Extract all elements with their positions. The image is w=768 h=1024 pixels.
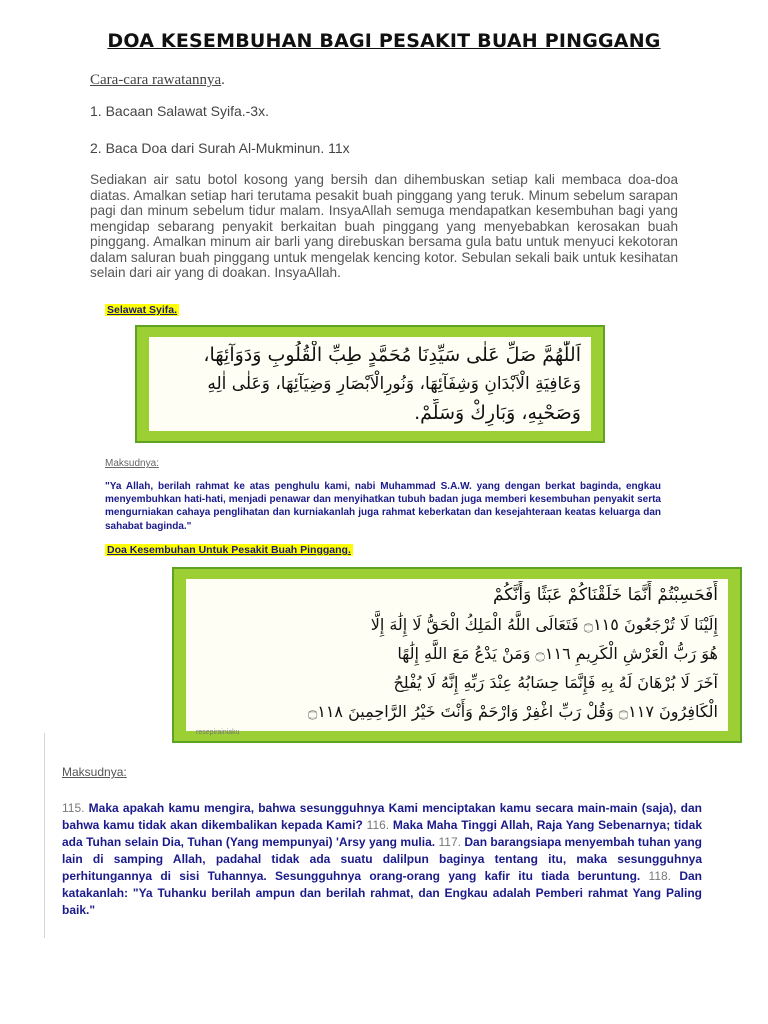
doa-line-1: أَفَحَسِبْتُمْ أَنَّمَا خَلَقْنَاكُمْ عَبَثًا وَأَنَّكُمْ xyxy=(492,585,718,605)
verse-number-115: 115. xyxy=(62,801,85,815)
divider-line xyxy=(44,733,45,938)
treatment-subtitle xyxy=(90,72,225,89)
salawat-line-1: اَللّٰهُمَّ صَلِّ عَلٰى سَيِّدِنَا مُحَمَّدٍ طِبِّ الْقُلُوبِ وَدَوَآئِهَا، xyxy=(203,344,581,366)
salawat-frame xyxy=(135,325,605,443)
salawat-meaning: "Ya Allah, berilah rahmat ke atas penghulu kami, nabi Muhammad S.A.W. yang dengan berkat baginda, engkau menyembuhkan hati-hati, menjadi penawar dan menyihatkan tubuh badan juga memberi kesembuhan penyakit serta mengurniakan cahaya penglihatan dan kurniakanlah juga rahmat keberkatan dan kesejahteraan keatas keluarga dan sahabat baginda." xyxy=(105,481,661,532)
salawat-line-2: وَعَافِيَةِ الْاَبْدَانِ وَشِفَآئِهَا، وَنُورِالْاَبْصَارِ وَضِيَآئِهَا، وَعَلٰى اٰلِهِ xyxy=(207,374,581,394)
verse-number-116: 116. xyxy=(366,818,390,832)
salawat-maksud-label: Maksudnya: xyxy=(105,458,159,469)
doa-watermark: resepirainiaku xyxy=(196,729,240,736)
step-1: 1. Bacaan Salawat Syifa.-3x. xyxy=(90,103,269,119)
instruction-paragraph: Sediakan air satu botol kosong yang bersih dan dihembuskan setiap kali membaca doa-doa diatas. Amalkan setiap hari terutama pesakit buah pinggang yang teruk. Minum sebelum sarapan pagi dan minum sebelum tidur malam. InsyaAllah semuga mendapatkan kesembuhan bagi yang mengidap sebarang penyakit berkaitan buah pinggang yang menyebabkan kerosakan buah pinggang. Amalkan minum air barli yang direbuskan bersama gula batu untuk menyuci kekotoran dalam saluran buah pinggang untuk mengelak kencing kotor. Sebulan sekali baik untuk kesihatan selain dari air yang di doakan. InsyaAllah. xyxy=(90,172,678,280)
subtitle-period: . xyxy=(221,72,225,88)
verse-text-118: Dan katakanlah: "Ya Tuhanku berilah ampun dan berilah rahmat, dan Engkau adalah Pemberi rahmat Yang Paling baik." xyxy=(62,869,702,917)
doa-maksud-colon: : xyxy=(123,765,127,779)
verse-number-118: 118. xyxy=(648,869,672,883)
salawat-line-3: وَصَحْبِهِ، وَبَارِكْ وَسَلِّمْ. xyxy=(414,402,581,424)
doa-line-3: هُوَ رَبُّ الْعَرْشِ الْكَرِيمِ ۝١١٦ وَمَنْ يَدْعُ مَعَ اللَّهِ إِلَٰهًا xyxy=(397,644,718,663)
doa-frame xyxy=(172,567,742,743)
doa-maksud-text: Maksudnya xyxy=(62,765,124,779)
doa-line-4: آخَرَ لَا بُرْهَانَ لَهُ بِهِ فَإِنَّمَا حِسَابُهُ عِنْدَ رَبِّهِ إِنَّهُ لَا يُفْلِحُ xyxy=(393,673,718,692)
doa-maksud-label xyxy=(62,765,127,779)
doa-meaning xyxy=(62,800,702,919)
salawat-maksud-text: Maksudnya xyxy=(105,458,157,469)
doa-text-box xyxy=(186,579,728,731)
treatment-subtitle-text: Cara-cara rawatannya xyxy=(90,72,222,88)
salawat-text-box xyxy=(149,337,591,431)
step-2: 2. Baca Doa dari Surah Al-Mukminun. 11x xyxy=(90,140,350,156)
verse-number-117: 117. xyxy=(438,835,461,849)
doa-label: Doa Kesembuhan Untuk Pesakit Buah Pinggang. xyxy=(107,544,351,556)
doa-line-2: إِلَيْنَا لَا تُرْجَعُونَ ۝١١٥ فَتَعَالَى اللَّهُ الْمَلِكُ الْحَقُّ لَا إِلَٰهَ إِلَّا xyxy=(370,615,718,634)
verse-text-116: Maka Maha Tinggi Allah, Raja Yang Sebenarnya; tidak ada Tuhan selain Dia, Tuhan (Yang mempunyai) 'Arsy yang mulia. xyxy=(62,818,702,849)
salawat-label: Selawat Syifa. xyxy=(107,304,178,316)
page-title: DOA KESEMBUHAN BAGI PESAKIT BUAH PINGGANG xyxy=(107,30,661,52)
verse-text-115: Maka apakah kamu mengira, bahwa sesungguhnya Kami menciptakan kamu secara main-main (saja), dan bahwa kamu tidak akan dikembalikan kepada Kami? xyxy=(62,801,702,832)
verse-text-117: Dan barangsiapa menyembah tuhan yang lain di samping Allah, padahal tidak ada suatu dalilpun baginya tentang itu, maka sesungguhnya perhitungannya di sisi Tuhannya. Sesungguhnya orang-orang yang kafir itu tiada beruntung. xyxy=(62,835,703,883)
doa-line-5: الْكَافِرُونَ ۝١١٧ وَقُلْ رَبِّ اغْفِرْ وَارْحَمْ وَأَنْتَ خَيْرُ الرَّاحِمِينَ ۝١١٨ xyxy=(307,702,718,721)
